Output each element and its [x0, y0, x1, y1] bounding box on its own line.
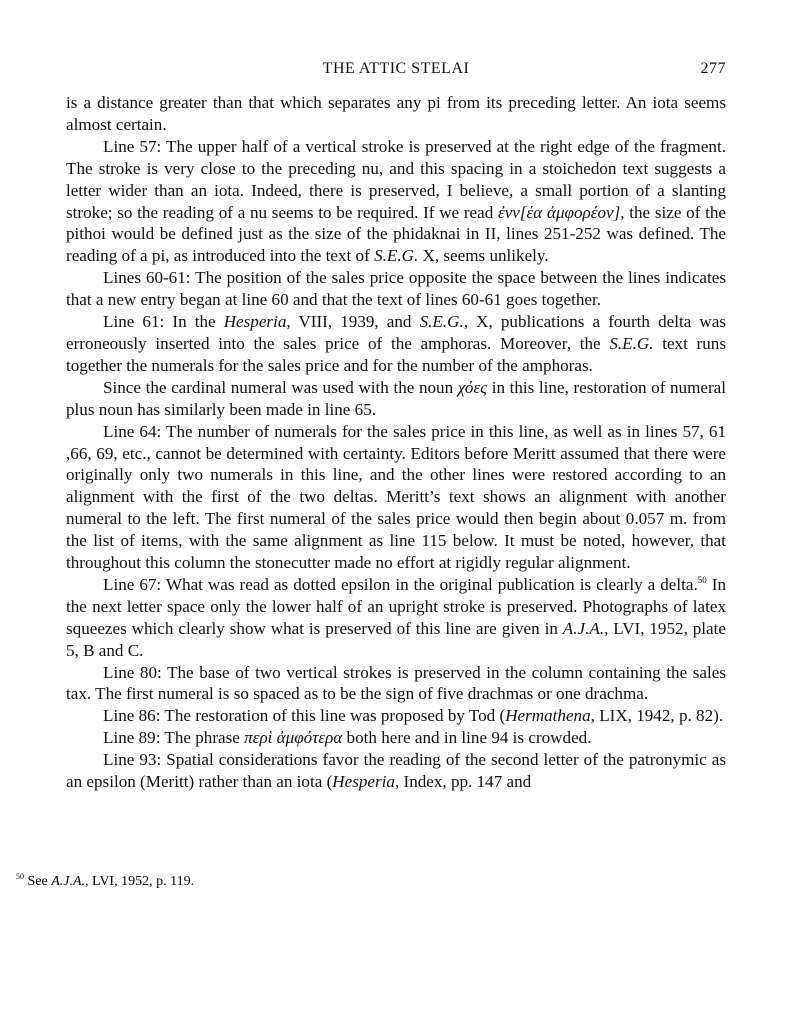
page-number: 277 — [700, 60, 726, 77]
paragraph — [66, 749, 726, 793]
text-run: Line 64: The number of numerals for the sales price in this line, as well as in lines 57, 61 ,66, 69, etc., cannot be determined with certainty. Editors before Meritt assumed that there were originally only two numerals in this line, and the other lines were restored according to an alignment with the first of the two deltas. Meritt’s text shows an alignment with another numeral to the left. The first numeral of the sales price would then begin about 0.057 m. from the list of items, with the same alignment as line 115 below. It must be noted, however, that throughout this column the stonecutter made no effort at rigidly regular alignment. — [66, 421, 726, 573]
running-title: THE ATTIC STELAI — [322, 60, 470, 77]
text-run: Line 89: The phrase — [103, 728, 245, 748]
text-run: X, seems unlikely. — [418, 246, 549, 266]
greek-text: χόες — [457, 377, 488, 397]
text-run: , LVI, 1952, plate 5, B and C. — [66, 618, 726, 660]
footnote-ref-mark: 50 — [697, 574, 707, 585]
footnote-suffix: , LVI, 1952, p. 119. — [85, 874, 195, 889]
text-run: A.J.A. — [562, 618, 605, 638]
paragraph — [66, 92, 726, 136]
text-run: , Index, pp. 147 and — [394, 772, 532, 792]
text-run: Since the cardinal numeral was used with the noun — [103, 377, 458, 397]
text-run: Line 57: The upper half of a vertical stroke is preserved at the right edge of the fragment. The stroke is very close to the preceding nu, and this spacing in a stoichedon text suggests a letter wider than an iota. Indeed, there is preserved, I believe, a small portion of a slanting stroke; so the reading of a nu seems to be required. If we read — [66, 136, 726, 222]
text-run: S.E.G. — [374, 246, 419, 266]
text-run: Hesperia — [332, 772, 395, 792]
text-run: Hesperia — [223, 312, 287, 332]
text-run: in this line, restoration of numeral plus noun has similarly been made in line 65. — [66, 377, 726, 419]
text-run: Line 93: Spatial considerations favor the reading of the second letter of the patronymic as an epsilon (Meritt) rather than an iota ( — [66, 750, 726, 792]
text-run: S.E.G. — [609, 333, 654, 353]
text-run: , X, publications a fourth delta was erroneously inserted into the sales price of the amphoras. Moreover, the — [66, 312, 726, 353]
running-head — [66, 58, 726, 84]
greek-text: ἐνν[έα ἀμφορέον] — [497, 202, 621, 222]
text-run: In the next letter space only the lower half of an upright stroke is preserved. Photographs of latex squeezes which clearly show what is preserved of this line are given in — [66, 574, 726, 638]
text-run: both here and in line 94 is crowded. — [342, 728, 592, 748]
text-run: , LIX, 1942, p. 82). — [590, 706, 724, 726]
greek-text: περὶ ἀμφότερα — [244, 728, 343, 748]
text-run: , VIII, 1939, and — [286, 312, 420, 332]
text-run: Line 61: In the — [103, 312, 224, 332]
text-run: , the size of the pithoi would be defined just as the size of the phidaknai in II, lines 251-252 was defined. The reading of a pi, as introduced into the text of — [66, 202, 726, 266]
paragraph — [66, 662, 726, 706]
text-run: Line 80: The base of two vertical strokes is preserved in the column containing the sales tax. The first numeral is so spaced as to be the sign of five drachmas or one drachma. — [66, 662, 726, 704]
text-run: Line 86: The restoration of this line was proposed by Tod ( — [103, 706, 506, 726]
text-run: Line 67: What was read as dotted epsilon in the original publication is clearly a delta. — [103, 574, 698, 594]
paragraph — [66, 705, 726, 727]
paragraph — [66, 377, 726, 421]
text-run: S.E.G. — [419, 312, 464, 332]
page — [66, 58, 726, 793]
footnote-ref: A.J.A. — [51, 874, 86, 889]
footnote — [16, 874, 194, 890]
paragraph — [66, 421, 726, 574]
paragraph — [66, 311, 726, 377]
paragraph — [66, 267, 726, 311]
paragraph — [66, 136, 726, 267]
text-run: Lines 60-61: The position of the sales price opposite the space between the lines indicates that a new entry began at line 60 and that the text of lines 60-61 goes together. — [66, 268, 726, 310]
paragraph — [66, 574, 726, 662]
footnote-prefix: See — [27, 874, 52, 889]
text-run: Hermathena — [505, 706, 591, 726]
footnote-number: 50 — [16, 872, 24, 881]
text-run: is a distance greater than that which separates any pi from its preceding letter. An iota seems almost certain. — [66, 93, 726, 134]
text-run: text runs together the numerals for the sales price and for the number of the amphoras. — [66, 333, 726, 375]
body-text — [66, 92, 726, 793]
paragraph — [66, 727, 726, 749]
